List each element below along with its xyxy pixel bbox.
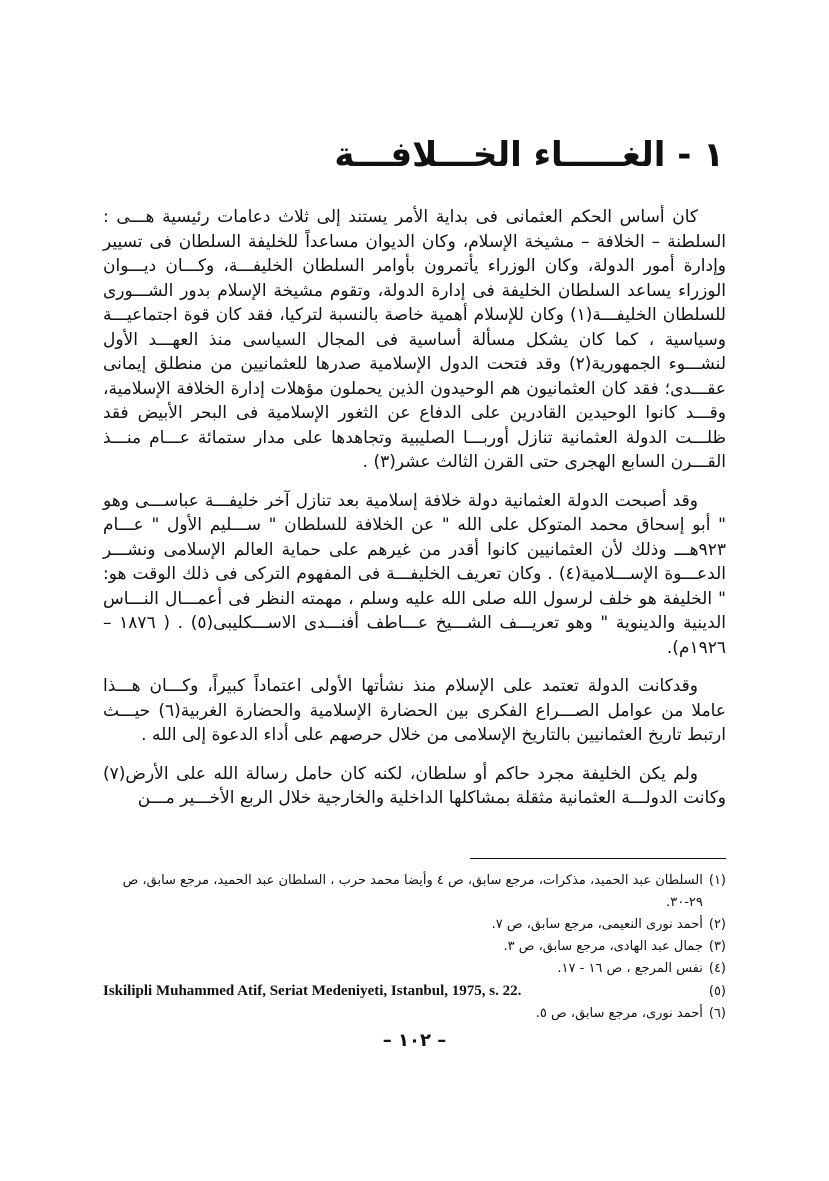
footnote-text: نفس المرجع ، ص ١٦ - ١٧. <box>557 961 703 976</box>
footnote-item <box>103 958 726 980</box>
footnote-text: السلطان عبد الحميد، مذكرات، مرجع سابق، ص ٤ وأيضا محمد حرب ، السلطان عبد الحميد، مرجع سابق، ص ٢٩-٣٠. <box>122 873 703 910</box>
footnote-text: جمال عبد الهادى، مرجع سابق، ص ٣. <box>503 939 703 954</box>
footnote-text: Iskilipli Muhammed Atif, Seriat Medeniyeti, Istanbul, 1975, s. 22. <box>103 983 522 999</box>
footnote-number: (٤) <box>708 961 726 976</box>
footnote-item <box>103 1003 726 1025</box>
footnote-number: (٦) <box>708 1006 726 1021</box>
footnote-number: (٥) <box>708 984 726 999</box>
paragraph: وقدكانت الدولة تعتمد على الإسلام منذ نشأتها الأولى اعتماداً كبيراً، وكـــان هـــذا عاملا من عوامل الصـــراع الفكرى بين الحضارة الإسلامية والحضارة الغربية(٦) حيـــث ارتبط تاريخ العثمانيين بالتاريخ الإسلامى من خلال حرصهم على أداء الدعوة إلى الله . <box>103 676 726 745</box>
footnote-text: أحمد نورى، مرجع سابق، ص ٥. <box>535 1006 703 1021</box>
paragraph: كان أساس الحكم العثمانى فى بداية الأمر يستند إلى ثلاث دعامات رئيسية هـــى : السلطنة – الخلافة – مشيخة الإسلام، وكان الديوان مساعداً للخليفة السلطان فى تسيير وإدارة أمور الدولة، وكان الوزراء يأتمرون بأوامر السلطان الخليفـــة، وكـــان ديـــوان الوزراء يساعد السلطان الخليفة فى إدارة الدولة، وتقوم مشيخة الإسلام بدور الشـــورى للسلطان الخليفـــة(١) وكان للإسلام أهمية خاصة بالنسبة لتركيا، فقد كان قوة اجتماعيـــة وسياسية ، كما كان يشكل مسألة أساسية فى المجال السياسى منذ العهـــد الأول لنشـــوء الجمهورية(٢) وقد فتحت الدول الإسلامية صدرها للعثمانيين من منطلق إيمانى عقـــدى؛ فقد كان العثمانيون هم الوحيدون الذين يحملون مؤهلات إدارة الخلافة الإسلامية، وقـــد كانوا الوحيدين القادرين على الدفاع عن الثغور الإسلامية فى البحر الأبيض فقد ظلـــت الدولة العثمانية تنازل أوربـــا الصليبية وتجاهدها على مدار ستمائة عـــام منـــذ القـــرن السابع الهجرى حتى القرن الثالث عشر(٣) . <box>103 207 726 472</box>
body-text <box>103 205 726 825</box>
footnote-number: (١) <box>708 873 726 888</box>
footnote-item <box>103 870 726 914</box>
section-heading: ١ - الغـــــاء الخـــلافـــة <box>334 135 724 175</box>
paragraph: وقد أصبحت الدولة العثمانية دولة خلافة إسلامية بعد تنازل آخر خليفـــة عباســـى وهو " أبو إسحاق محمد المتوكل على الله " عن الخلافة للسلطان " ســـليم الأول " عـــام ٩٢٣هـــ وذلك لأن العثمانيين كانوا أقدر من غيرهم على حماية العالم الإسلامى ونشـــر الدعـــوة الإســـلامية(٤) . وكان تعريف الخليفـــة فى المفهوم التركى فى ذلك الوقت هو: " الخليفة هو خلف لرسول الله صلى الله عليه وسلم ، مهمته النظر فى أعمـــال النـــاس الدينية والدينوية " وهو تعريـــف الشـــيخ عـــاطف أفنـــدى الاســـكليبى(٥) . ( ١٨٧٦ – ١٩٢٦م). <box>103 490 726 658</box>
footnote-number: (٢) <box>708 917 726 932</box>
footnote-item <box>103 936 726 958</box>
footnote-text: أحمد نورى النعيمى، مرجع سابق، ص ٧. <box>491 917 703 932</box>
footnote-item <box>103 980 726 1003</box>
footnote-divider <box>470 858 726 859</box>
paragraph: ولم يكن الخليفة مجرد حاكم أو سلطان، لكنه كان حامل رسالة الله على الأرض(٧) وكانت الدولـــة العثمانية مثقلة بمشاكلها الداخلية والخارجية خلال الربع الأخـــير مـــن <box>103 763 726 808</box>
footnote-item <box>103 914 726 936</box>
footnote-number: (٣) <box>708 939 726 954</box>
page-number: – ١٠٢ – <box>382 1030 447 1051</box>
footnotes <box>103 870 726 1025</box>
